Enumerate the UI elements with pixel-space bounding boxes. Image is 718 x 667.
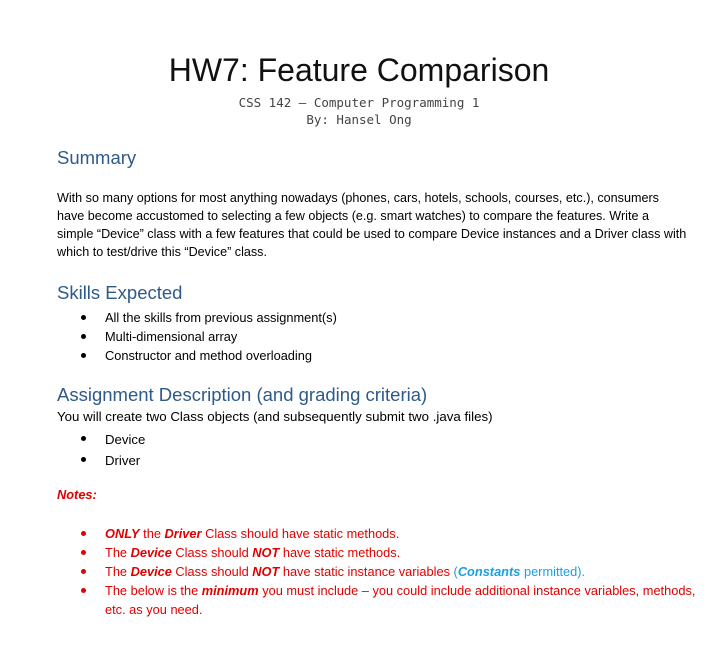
summary-paragraph: With so many options for most anything nowadays (phones, cars, hotels, schools, courses, etc.), consumers have become accustomed to selecting a few objects (e.g. smart watches) to compare the features. Write a simple “Device” class with a few features that could be used to compare Device instances and a Driver class with which to test/drive this “Device” class.	[57, 191, 687, 259]
note-item: The below is the minimum you must include – you could include additional instance variables, methods, etc. as you need.	[57, 581, 697, 619]
bullet-icon	[81, 334, 86, 339]
skills-list-item: Constructor and method overloading	[57, 346, 697, 365]
skills-list-item: Multi-dimensional array	[57, 327, 697, 346]
note-item: The Device Class should NOT have static instance variables (Constants permitted).	[57, 562, 697, 581]
summary-heading: Summary	[57, 147, 137, 168]
skills-heading: Skills Expected	[57, 282, 183, 303]
bullet-icon	[81, 457, 86, 462]
skills-list	[57, 308, 697, 365]
note-item: ONLY the Driver Class should have static methods.	[57, 524, 697, 543]
assignment-intro: You will create two Class objects (and subsequently submit two .java files)	[57, 409, 493, 424]
bullet-icon	[81, 550, 86, 555]
assignment-heading: Assignment Description (and grading criteria)	[57, 384, 428, 405]
bullet-icon	[81, 315, 86, 320]
bullet-icon	[81, 436, 86, 441]
author-line: By: Hansel Ong	[306, 112, 412, 127]
note-item: The Device Class should NOT have static methods.	[57, 543, 697, 562]
bullet-icon	[81, 569, 86, 574]
notes-label: Notes:	[57, 487, 97, 502]
skills-list-item: All the skills from previous assignment(s)	[57, 308, 697, 327]
bullet-icon	[81, 531, 86, 536]
course-line: CSS 142 – Computer Programming 1	[238, 95, 480, 110]
bullet-icon	[81, 588, 86, 593]
bullet-icon	[81, 353, 86, 358]
notes-list	[57, 524, 697, 619]
document-title: HW7: Feature Comparison	[168, 52, 550, 88]
class-list-item: Driver	[57, 450, 697, 471]
class-list	[57, 429, 697, 471]
class-list-item: Device	[57, 429, 697, 450]
